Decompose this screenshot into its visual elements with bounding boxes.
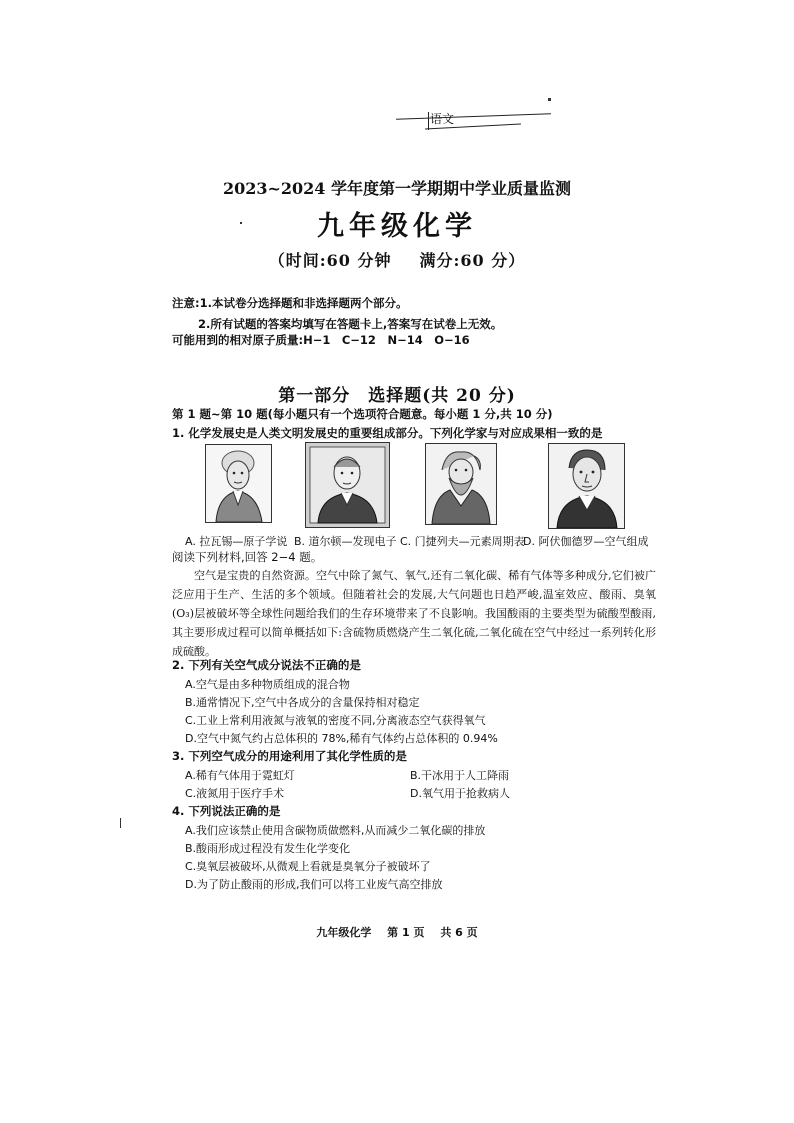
question-3-option-a: A.稀有气体用于霓虹灯 [185, 769, 295, 782]
note-1: 注意:1.本试卷分选择题和非选择题两个部分。 [172, 296, 408, 310]
question-2-option-d: D.空气中氮气约占总体积的 78%,稀有气体约占总体积的 0.94% [185, 732, 498, 745]
atomic-mass-note: 可能用到的相对原子质量:H−1 C−12 N−14 O−16 [172, 333, 470, 347]
part-instruction: 第 1 题~第 10 题(每小题只有一个选项符合题意。每小题 1 分,共 10 分) [172, 407, 553, 421]
question-1-option-a: A. 拉瓦锡—原子学说 [185, 535, 288, 548]
margin-mark [120, 818, 121, 828]
question-1-option-c: C. 门捷列夫—元素周期表 [400, 535, 525, 548]
exam-time-score [0, 248, 794, 271]
portrait-lavoisier-image [206, 445, 271, 522]
portrait-avogadro [548, 443, 625, 529]
stamp-line-side [428, 112, 429, 130]
question-4-stem: 4. 下列说法正确的是 [172, 804, 281, 818]
exam-full-score: 满分:60 分） [419, 251, 526, 270]
question-3-option-c: C.液氮用于医疗手术 [185, 787, 285, 800]
footer-page: 第 1 页 [387, 926, 425, 939]
reading-passage-text: 空气是宝贵的自然资源。空气中除了氮气、氧气,还有二氧化碳、稀有气体等多种成分,它们被广泛应用于生产、生活的多个领域。但随着社会的发展,大气问题也日趋严峻,温室效应、酸雨、臭氧(O₃)层被破坏等全球性问题给我们的生存环境带来了不良影响。我国酸雨的主要类型为硫酸型酸雨,其主要形成过程可以简单概括如下:含硫物质燃烧产生二氧化硫,二氧化硫在空气中经过一系列转化形成硫酸。 [172, 569, 656, 658]
portrait-dalton [305, 442, 390, 528]
reading-intro: 阅读下列材料,回答 2−4 题。 [172, 550, 323, 564]
portrait-avogadro-image [549, 444, 624, 528]
stamp-line-top [396, 113, 551, 119]
part-title: 第一部分 选择题(共 20 分) [278, 386, 516, 406]
subject-stamp: 语文 [430, 112, 455, 126]
exam-subtitle: 2023~2024 学年度第一学期期中学业质量监测 [222, 179, 572, 198]
note-2: 2.所有试题的答案均填写在答题卡上,答案写在试卷上无效。 [198, 317, 503, 331]
question-1-stem: 1. 化学发展史是人类文明发展史的重要组成部分。下列化学家与对应成果相一致的是 [172, 426, 603, 440]
question-3-stem: 3. 下列空气成分的用途利用了其化学性质的是 [172, 749, 407, 763]
question-2-option-c: C.工业上常利用液氮与液氧的密度不同,分离液态空气获得氧气 [185, 714, 486, 727]
portrait-mendeleev [425, 443, 497, 525]
speck [548, 98, 551, 101]
footer-total: 共 6 页 [440, 926, 478, 939]
question-3-option-b: B.干冰用于人工降雨 [410, 769, 510, 782]
question-2-option-b: B.通常情况下,空气中各成分的含量保持相对稳定 [185, 696, 420, 709]
exam-time: （时间:60 分钟 [268, 251, 392, 270]
question-4-option-a: A.我们应该禁止使用含碳物质做燃料,从而减少二氧化碳的排放 [185, 824, 486, 837]
portrait-mendeleev-image [426, 444, 496, 524]
portrait-lavoisier [205, 444, 272, 523]
portrait-dalton-image [306, 443, 389, 527]
question-4-option-b: B.酸雨形成过程没有发生化学变化 [185, 842, 351, 855]
footer-subject: 九年级化学 [316, 926, 372, 939]
question-3-option-d: D.氧气用于抢救病人 [410, 787, 510, 800]
question-1-option-b: B. 道尔顿—发现电子 [294, 535, 397, 548]
exam-title: 九年级化学 [317, 211, 477, 242]
question-2-option-a: A.空气是由多种物质组成的混合物 [185, 678, 350, 691]
question-1-option-d: D. 阿伏伽德罗—空气组成 [523, 535, 649, 548]
reading-passage [172, 566, 656, 661]
question-2-stem: 2. 下列有关空气成分说法不正确的是 [172, 658, 361, 672]
page-footer [0, 924, 794, 940]
question-4-option-c: C.臭氧层被破坏,从微观上看就是臭氧分子被破坏了 [185, 860, 431, 873]
question-4-option-d: D.为了防止酸雨的形成,我们可以将工业废气高空排放 [185, 878, 443, 891]
